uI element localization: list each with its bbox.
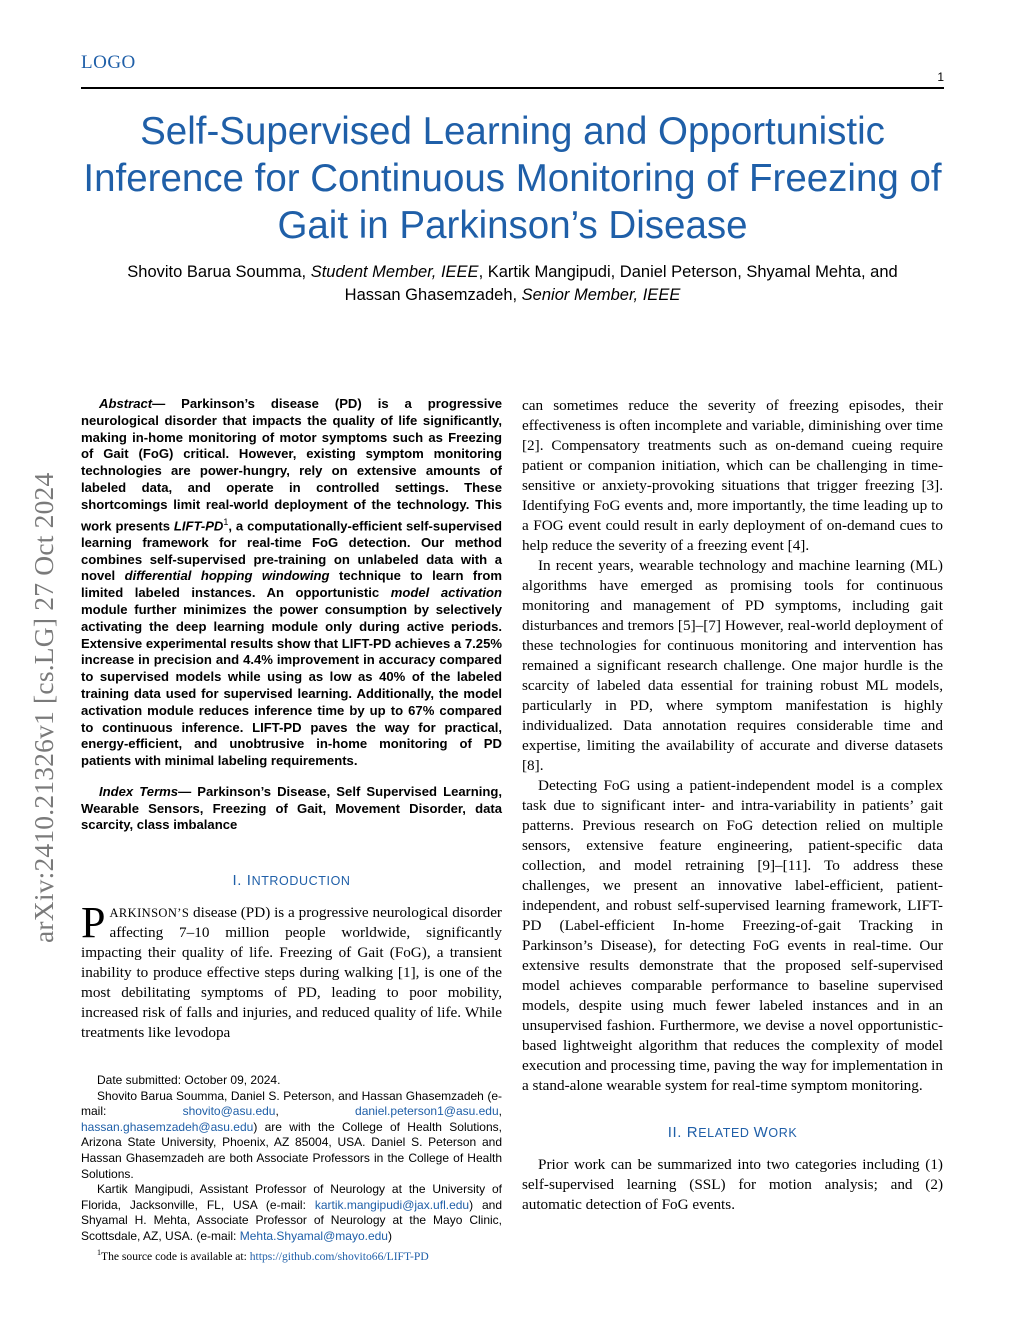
abstract bbox=[81, 396, 502, 770]
aff1-text-b: ) are with the College of Health Solutions, Arizona State University, Phoenix, AZ 85004, USA. Daniel S. Peterson and Hassan Ghasemzadeh are both Associate Professors in the College of Health Solutions. bbox=[81, 1119, 502, 1181]
abstract-label: Abstract bbox=[99, 396, 153, 411]
abstract-model-activation: model activation bbox=[390, 585, 502, 601]
dropcap: P bbox=[81, 898, 106, 948]
author-1-membership: Student Member, IEEE bbox=[310, 263, 479, 281]
author-1: Shovito Barua Soumma, bbox=[127, 263, 311, 281]
section2-rest-1: ELATED bbox=[698, 1126, 754, 1140]
email-link-1[interactable]: shovito@asu.edu bbox=[182, 1104, 276, 1119]
right-column bbox=[522, 396, 943, 1215]
section-rest: NTRODUCTION bbox=[251, 874, 351, 889]
source-code-link[interactable]: https://github.com/shovito66/LIFT-PD bbox=[249, 1249, 429, 1263]
abstract-text-4: module further minimizes the power consumption by selectively activating the deep learning module only during active periods. Extensive experimental results show that LIFT-PD achieves a 7.25% increase in precision and 4.4% improvement in accuracy compared to supervised models while using as low as 40% of the labeled training data used for supervised learning. Additionally, the model activation module reduces inference time by up to 67% compared to continuous inference. LIFT-PD paves the way for practical, energy-efficient, and unobtrusive in-home monitoring of PD patients with minimal labeling requirements. bbox=[81, 601, 502, 769]
aff2-text-c: ) bbox=[387, 1228, 392, 1243]
author-list bbox=[81, 261, 944, 307]
abstract-sep: — bbox=[152, 396, 182, 411]
right-paragraph-4: Prior work can be summarized into two categories including (1) self-supervised learning (SSL) for motion analysis; and (2) automatic detection of FoG events. bbox=[522, 1156, 943, 1213]
footnote-affiliation-2 bbox=[81, 1182, 502, 1244]
footnote-source-code bbox=[81, 1245, 502, 1264]
arxiv-stamp: arXiv:2410.21326v1 [cs.LG] 27 Oct 2024 bbox=[28, 472, 59, 943]
section-heading-related-work bbox=[522, 1124, 943, 1141]
author-5: Hassan Ghasemzadeh, bbox=[344, 286, 522, 304]
abstract-dhw: differential hopping windowing bbox=[124, 568, 330, 584]
index-terms-sep: — bbox=[178, 783, 198, 799]
footnote-date: Date submitted: October 09, 2024. bbox=[97, 1073, 281, 1087]
index-terms-label: Index Terms bbox=[99, 783, 179, 799]
header-rule bbox=[81, 87, 944, 89]
footnote-source-text: The source code is available at: bbox=[101, 1249, 250, 1263]
right-paragraph-2: In recent years, wearable technology and machine learning (ML) algorithms have emerged as promising tools for continuous monitoring and management of PD symptoms, including gait disturbances and tremors [5]–[7] However, real-world deployment of these technologies for continuous monitoring and intervention has remained a significant research challenge. One major hurdle is the scarcity of labeled data essential for training robust ML models, particularly in PD, where symptom manifestation is highly individualized. Data annotation requires considerable time and expertise, limiting the availability of accurate and diverse datasets [8]. bbox=[522, 557, 943, 774]
logo: LOGO bbox=[81, 52, 136, 73]
aff1-comma-2: , bbox=[498, 1104, 502, 1119]
right-paragraph-3: Detecting FoG using a patient-independent model is a complex task due to significant inter- and intra-variability in patients’ gait patterns. Previous research on FoG detection relied on multiple sensors, extensive feature engineering, patient-specific data collection, and model retraining [9]–[11]. To address these challenges, we present an innovative label-efficient, patient-independent, and robust self-supervised learning framework, LIFT-PD (Label-efficient In-home Freezing-of-gait Tracking in Parkinson’s Disease), for detecting FoG events in real-time. Our extensive results demonstrate that the proposed self-supervised model achieves comparable performance to baseline supervised models, despite using much fewer labeled instances and in an unsupervised fashion. Furthermore, we devise a novel opportunistic-based lightweight algorithm that reduces the complexity of model execution and processing time, paving the way for implementation in a stand-alone wearable system for real-time symptom monitoring. bbox=[522, 777, 943, 1094]
section-numeral: I. bbox=[232, 872, 247, 890]
abstract-text-1: Parkinson’s disease (PD) is a progressive neurological disorder that impacts the quality of life significantly, making in-home monitoring of motor symptoms such as Freezing of Gait (FoG) critical. However, existing symptom monitoring technologies are power-hungry, rely on extensive amounts of labeled data, and operate in controlled settings. These shortcomings limit real-world deployment of the technology. This work presents bbox=[81, 396, 503, 533]
email-link-2[interactable]: daniel.peterson1@asu.edu bbox=[355, 1104, 499, 1119]
email-link-5[interactable]: Mehta.Shyamal@mayo.edu bbox=[239, 1228, 388, 1243]
section2-initial-1: R bbox=[686, 1124, 699, 1141]
footnotes bbox=[81, 1073, 502, 1264]
left-column bbox=[81, 396, 502, 1043]
footnote-source-mark: 1 bbox=[97, 1247, 101, 1257]
author-5-membership: Senior Member, IEEE bbox=[521, 286, 681, 304]
aff1-comma-1: , bbox=[275, 1104, 356, 1119]
section2-rest-2: ORK bbox=[768, 1126, 798, 1140]
abstract-text-3: technique to learn from limited labeled instances. An opportunistic bbox=[81, 568, 502, 601]
abstract-liftpd: LIFT-PD bbox=[173, 517, 224, 533]
right-paragraph-1: can sometimes reduce the severity of freezing episodes, their effectiveness is often incomplete and variable, diminishing over time [2]. Compensatory treatments such as on-demand cueing require patient or companion initiation, which can be challenging in time-sensitive or anxiety-provoking situations that trigger freezing [3]. Identifying FoG events and, more importantly, the time leading up to a FOG event could result in early deployment of on-demand cues to help reduce the severity of a freezing event [4]. bbox=[522, 397, 943, 554]
index-terms bbox=[81, 784, 502, 834]
intro-smallcaps: ARKINSON’S bbox=[109, 906, 190, 921]
footnote-affiliation-1 bbox=[81, 1089, 502, 1183]
section-initial: I bbox=[246, 872, 252, 890]
intro-paragraph-1 bbox=[81, 898, 502, 1043]
section2-numeral: II. bbox=[667, 1124, 687, 1141]
section2-initial-2: W bbox=[753, 1124, 769, 1141]
aff2-text-a: Kartik Mangipudi, Assistant Professor of Neurology at the University of Florida, Jacksonville, FL, USA (e-mail: bbox=[81, 1182, 502, 1212]
abstract-footnote-mark: 1 bbox=[223, 516, 229, 527]
abstract-text-2: , a computationally-efficient self-supervised learning framework for real-time FoG detection. Our method combines self-supervised pre-training on unlabeled data with a novel bbox=[81, 517, 502, 584]
authors-middle: , Kartik Mangipudi, Daniel Peterson, Shyamal Mehta, and bbox=[478, 263, 898, 281]
index-terms-text: Parkinson’s Disease, Self Supervised Learning, Wearable Sensors, Freezing of Gait, Movement Disorder, data scarcity, class imbalance bbox=[81, 783, 502, 833]
aff1-text-a: Shovito Barua Soumma, Daniel S. Peterson, and Hassan Ghasemzadeh (e-mail: bbox=[81, 1088, 502, 1119]
intro-p1-text: disease (PD) is a progressive neurological disorder affecting 7–10 million people worldwide, significantly impacting their quality of life. Freezing of Gait (FoG), a transient inability to produce effective steps during walking [1], is one of the most debilitating symptoms of PD, leading to poor mobility, increased risk of falls and injuries, and reduced quality of life. While treatments like levodopa bbox=[81, 904, 502, 1042]
page-number: 1 bbox=[937, 70, 944, 84]
aff2-text-b: ) and Shyamal H. Mehta, Associate Professor of Neurology at the Mayo Clinic, Scottsdale, AZ, USA. (e-mail: bbox=[81, 1197, 502, 1243]
paper-title: Self-Supervised Learning and Opportunistic Inference for Continuous Monitoring of Freezing of Gait in Parkinson’s Disease bbox=[83, 110, 942, 247]
section-heading-introduction bbox=[81, 872, 502, 889]
email-link-3[interactable]: hassan.ghasemzadeh@asu.edu bbox=[81, 1119, 254, 1134]
email-link-4[interactable]: kartik.mangipudi@jax.ufl.edu bbox=[314, 1197, 470, 1212]
